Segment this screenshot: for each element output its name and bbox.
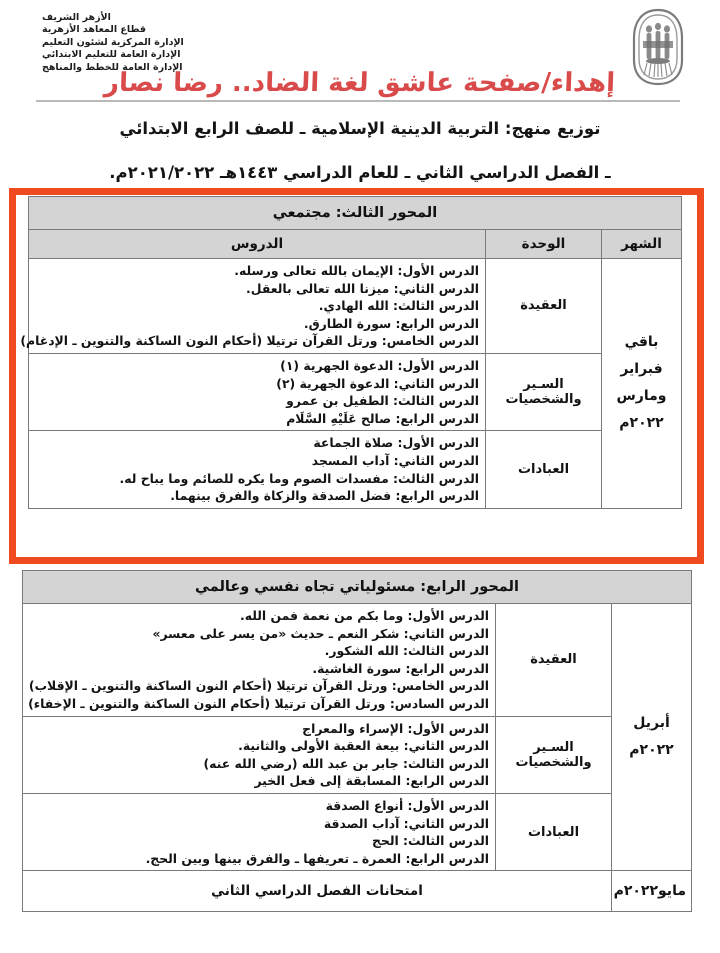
- lesson-line: الدرس الخامس: ورتل القرآن ترتيلا (أحكام النون الساكنة والتنوين ـ الإقلاب): [28, 678, 489, 694]
- unit-cell: السـير والشخصيات: [496, 716, 612, 793]
- unit-cell: السـير والشخصيات: [486, 353, 602, 430]
- axis-title: المحور الرابع: مسئولياتي تجاه نفسي وعالمي: [23, 571, 692, 604]
- org-line-5: الإدارة العامة للخطط والمناهج: [42, 61, 183, 73]
- lesson-line: الدرس الأول: الدعوة الجهرية (١): [280, 357, 479, 373]
- table-row: [23, 716, 692, 793]
- curriculum-title: توزيع منهج: التربية الدينية الإسلامية ـ للصف الرابع الابتدائي: [119, 119, 601, 138]
- organization-lines: [20, 12, 602, 74]
- unit-cell: العقيدة: [486, 259, 602, 354]
- org-line-1: الأزهر الشريف: [42, 12, 111, 23]
- distribution-table-axis-3: [20, 196, 682, 509]
- org-line-3: الإدارة المركزية لشئون التعليم: [42, 36, 184, 48]
- column-header-lessons: الدروس: [29, 230, 486, 259]
- lesson-line: الدرس الأول: الإيمان بالله تعالى ورسله.: [234, 263, 479, 278]
- axis-title-row: [29, 197, 682, 230]
- column-header-row: [29, 230, 682, 259]
- lesson-line: الدرس الأول: وما بكم من نعمة فمن الله.: [239, 608, 489, 623]
- lessons-cell: [20, 259, 486, 354]
- lessons-cell: [23, 604, 496, 717]
- lesson-line: الدرس الثاني: الدعوة الجهرية (٢): [276, 375, 479, 391]
- document-header: [0, 0, 720, 108]
- exam-row: [23, 871, 692, 912]
- lesson-line: الدرس الثاني: بيعة العقبة الأولى والثانية.: [238, 738, 489, 754]
- lessons-cell: [23, 793, 496, 870]
- unit-cell: العبادات: [496, 793, 612, 870]
- lesson-line: الدرس الثالث: الحج: [371, 833, 489, 849]
- column-header-unit: الوحدة: [486, 230, 602, 259]
- org-line-2: قطاع المعاهد الأزهرية: [42, 24, 146, 36]
- table-2-wrapper: [22, 570, 692, 912]
- dedication-text: إهداء/صفحة عاشق لغة الضاد.. رضا نصار: [103, 68, 617, 98]
- table-row: [23, 604, 692, 717]
- lesson-line: الدرس الرابع: العمرة ـ تعريفها ـ والفرق بينها وبين الحج.: [145, 850, 489, 866]
- header-divider: [36, 100, 680, 102]
- unit-cell: العبادات: [486, 431, 602, 508]
- lesson-line: الدرس الأول: أنواع الصدقة: [325, 797, 489, 813]
- lesson-line: الدرس السادس: ورتل القرآن ترتيلا (أحكام النون الساكنة والتنوين ـ الإخفاء): [28, 695, 489, 711]
- table-row: [29, 259, 682, 354]
- table-row: [29, 431, 682, 508]
- lesson-line: الدرس الأول: صلاة الجماعة: [313, 435, 479, 451]
- table-1-wrapper: [20, 196, 682, 509]
- academic-term-line: ـ الفصل الدراسي الثاني ـ للعام الدراسي ١٤٤٣هـ ٢٠٢١/٢٠٢٢م.: [109, 163, 611, 182]
- org-line-4: الإدارة العامة للتعليم الابتدائي: [42, 49, 181, 61]
- lessons-cell: [29, 431, 486, 508]
- lesson-line: الدرس الثالث: الله الهادي.: [318, 298, 479, 314]
- month-cell: باقي فبراير ومارس ٢٠٢٢م: [602, 259, 682, 509]
- lessons-cell: [23, 716, 496, 793]
- axis-title: المحور الثالث: مجتمعي: [29, 197, 682, 230]
- unit-cell: العقيدة: [496, 604, 612, 717]
- lesson-line: الدرس الثالث: الله الشكور.: [324, 643, 489, 659]
- axis-title-row: [23, 571, 692, 604]
- lesson-line: الدرس الثاني: ميزنا الله تعالى بالعقل.: [246, 280, 479, 296]
- dedication-wrapper: [0, 68, 720, 98]
- lesson-line: الدرس الثاني: آداب الصدقة: [323, 815, 489, 831]
- distribution-table-axis-4: [22, 570, 692, 912]
- lesson-line: الدرس الخامس: ورتل القرآن ترتيلا (أحكام النون الساكنة والتنوين ـ الإدغام): [20, 333, 479, 349]
- lessons-cell: [29, 353, 486, 430]
- exam-month-cell: مايو٢٠٢٢م: [612, 871, 692, 912]
- exam-text-cell: امتحانات الفصل الدراسي الثاني: [23, 871, 612, 912]
- lesson-line: الدرس الثالث: جابر بن عبد الله (رضي الله عنه): [203, 755, 489, 771]
- lesson-line: الدرس الرابع: سورة الطارق.: [303, 315, 479, 331]
- table-row: [29, 353, 682, 430]
- lesson-line: الدرس الرابع: سورة الغاشية.: [312, 660, 489, 676]
- lesson-line: الدرس الرابع: صالح عَلَيْهِ السَّلَام: [286, 410, 479, 426]
- month-cell: أبريل ٢٠٢٢م: [612, 604, 692, 871]
- lesson-line: الدرس الثالث: مفسدات الصوم وما يكره للصائم وما يباح له.: [119, 470, 479, 486]
- table-row: [23, 793, 692, 870]
- lesson-line: الدرس الرابع: فضل الصدقة والزكاة والفرق بينهما.: [170, 488, 479, 504]
- lesson-line: الدرس الأول: الإسراء والمعراج: [302, 720, 489, 736]
- lesson-line: الدرس الثاني: آداب المسجد: [311, 452, 479, 468]
- lesson-line: الدرس الثاني: شكر النعم ـ حديث «من يسر على معسر»: [152, 625, 489, 641]
- lesson-line: الدرس الثالث: الطفيل بن عمرو: [286, 393, 479, 409]
- lesson-line: الدرس الرابع: المسابقة إلى فعل الخير: [254, 773, 489, 789]
- column-header-month: الشهر: [602, 230, 682, 259]
